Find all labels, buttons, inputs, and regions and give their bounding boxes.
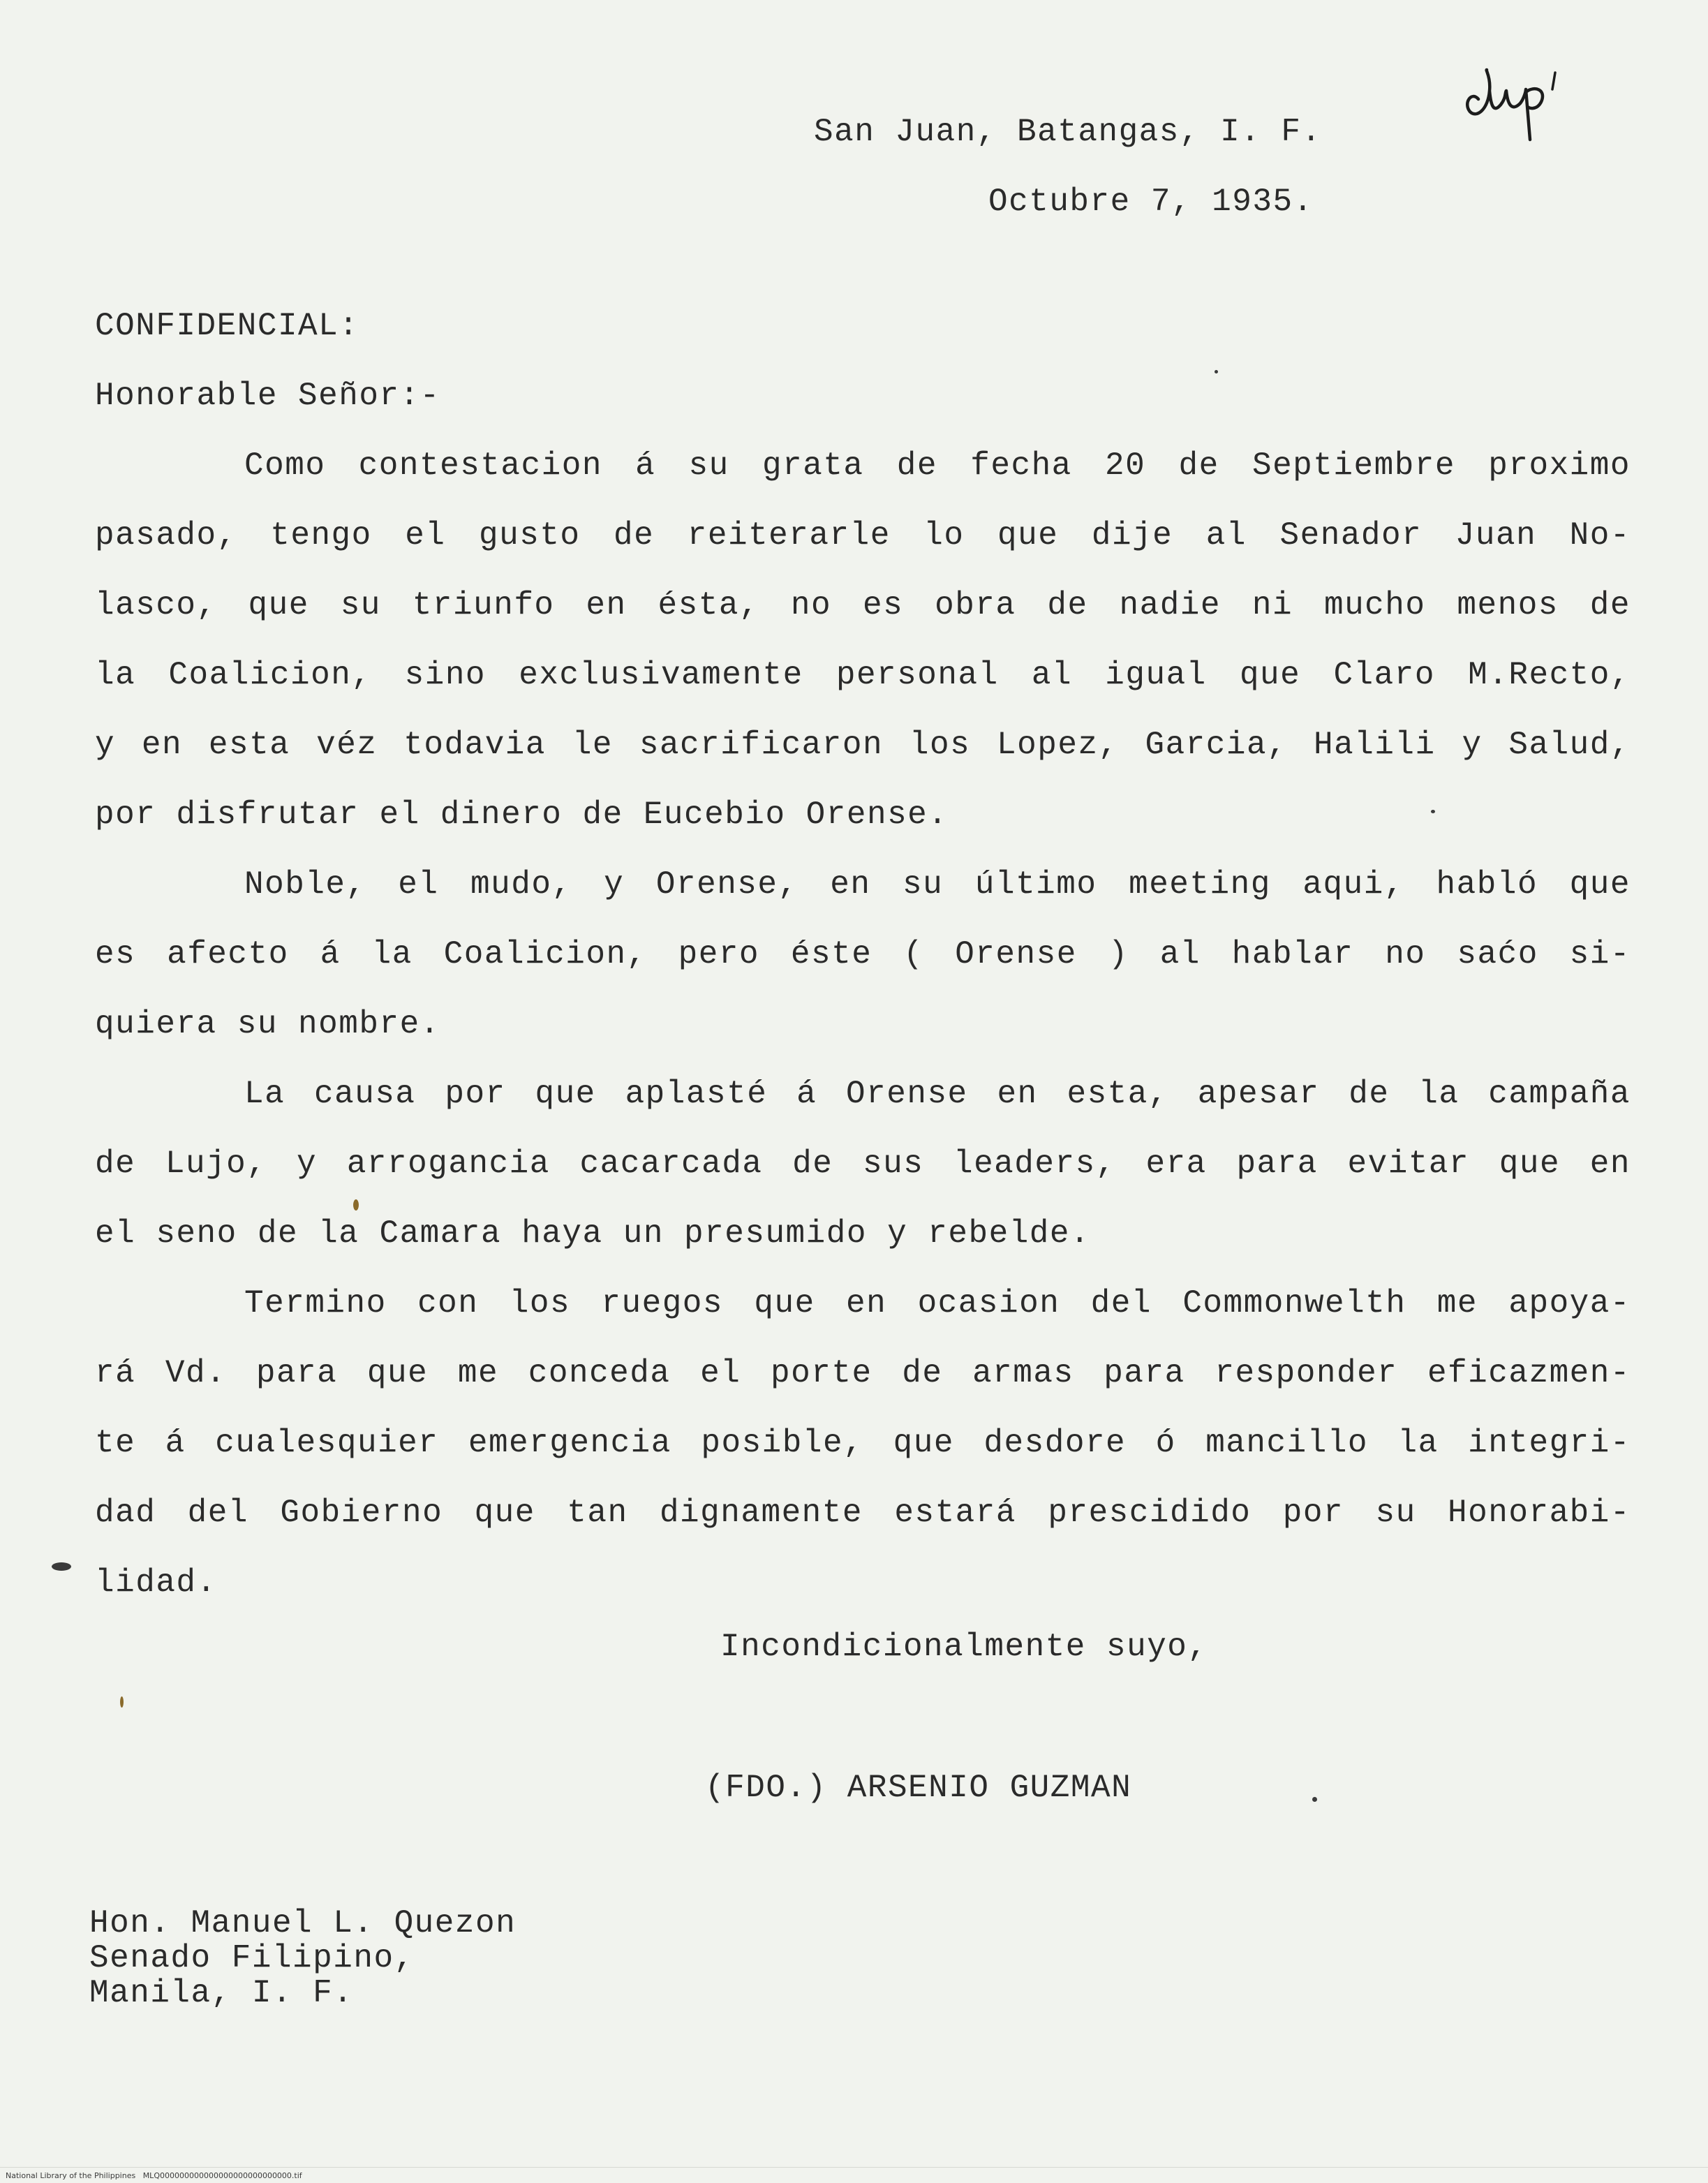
scan-speck <box>353 1199 359 1211</box>
recipient-name: Hon. Manuel L. Quezon <box>89 1905 517 1941</box>
body-line: lidad. <box>95 1564 217 1601</box>
scan-speck <box>52 1562 71 1571</box>
body-line: por disfrutar el dinero de Eucebio Orense. <box>95 797 949 833</box>
dateline-place: San Juan, Batangas, I. F. <box>814 114 1322 150</box>
body-line: la Coalicion, sino exclusivamente personal al igual que Claro M.Recto, <box>95 657 1631 693</box>
body-line: La causa por que aplasté á Orense en esta, apesar de la campaña <box>244 1076 1631 1112</box>
body-line: el seno de la Camara haya un presumido y rebelde. <box>95 1215 1091 1252</box>
body-line: pasado, tengo el gusto de reiterarle lo que dije al Senador Juan No- <box>95 517 1631 554</box>
scan-speck <box>1312 1797 1317 1802</box>
body-line: rá Vd. para que me conceda el porte de armas para responder eficazmen- <box>95 1355 1631 1391</box>
body-line: Como contestacion á su grata de fecha 20 de Septiembre proximo <box>244 447 1631 484</box>
body-line: Noble, el mudo, y Orense, en su último meeting aqui, habló que <box>244 866 1631 903</box>
body-line: de Lujo, y arrogancia cacarcada de sus leaders, era para evitar que en <box>95 1146 1631 1182</box>
recipient-office: Senado Filipino, <box>89 1940 415 1976</box>
body-line: te á cualesquier emergencia posible, que desdore ó mancillo la integri- <box>95 1425 1631 1461</box>
closing: Incondicionalmente suyo, <box>720 1629 1208 1665</box>
archive-stamp: National Library of the Philippines MLQ000000000000000000000000000.tif <box>6 2171 302 2180</box>
signature: (FDO.) ARSENIO GUZMAN <box>705 1770 1132 1806</box>
scan-speck <box>120 1696 124 1708</box>
dateline-date: Octubre 7, 1935. <box>988 184 1314 220</box>
body-line: y en esta véz todavia le sacrificaron los Lopez, Garcia, Halili y Salud, <box>95 727 1631 763</box>
scan-speck <box>1215 370 1218 373</box>
body-line: lasco, que su triunfo en ésta, no es obra de nadie ni mucho menos de <box>95 587 1631 623</box>
body-line: es afecto á la Coalicion, pero éste ( Orense ) al hablar no saćo si- <box>95 936 1631 972</box>
body-line: quiera su nombre. <box>95 1006 440 1042</box>
scan-speck <box>1431 810 1435 813</box>
salutation: Honorable Señor:- <box>95 378 440 414</box>
handwritten-dup-annotation <box>1457 49 1576 161</box>
recipient-city: Manila, I. F. <box>89 1975 354 2011</box>
archive-footer <box>0 2167 1708 2183</box>
confidential-heading: CONFIDENCIAL: <box>95 308 359 344</box>
body-line: Termino con los ruegos que en ocasion del Commonwelth me apoya- <box>244 1285 1631 1322</box>
body-line: dad del Gobierno que tan dignamente estará prescidido por su Honorabi- <box>95 1495 1631 1531</box>
